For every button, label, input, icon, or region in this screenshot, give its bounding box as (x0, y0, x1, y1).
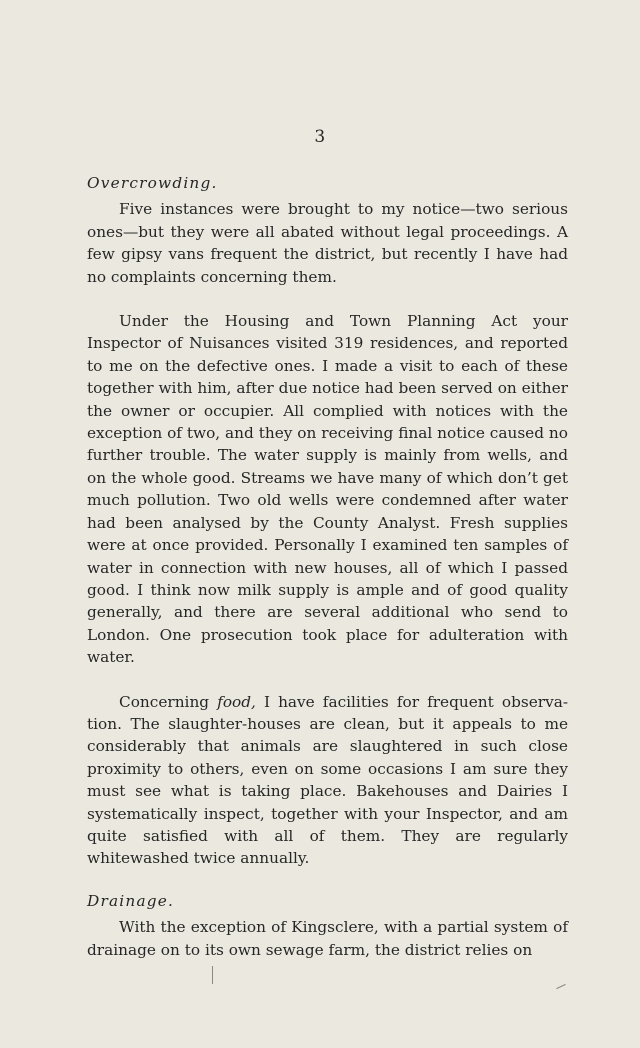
page-content (87, 172, 568, 961)
paragraph-spacer (87, 870, 568, 890)
food-intro-text: Concerning (119, 692, 218, 711)
food-emphasis-text: food, (217, 692, 256, 711)
section-heading-drainage: Drainage. (87, 891, 175, 910)
section-heading-overcrowding: Overcrowding. (87, 174, 218, 192)
paragraph-drainage: With the exception of Kingsclere, with a partial system of drainage on to its own sewage farm, the district relies on (87, 918, 568, 959)
scan-speck (556, 984, 565, 989)
food-body-text: I have facilities for frequent observa-tion. The slaughter-houses are clean, but it appeals to me considerably that animals are slaughtered in such close proximity to others, even on some occasions I am sure they must see what is taking place. Bakehouses and Dairies I systematically inspect, together with your Inspector, and am quite satisfied with all of them. They are regularly whitewashed twice annually. (87, 692, 569, 868)
page-number: 3 (314, 127, 326, 147)
paragraph-spacer (87, 288, 568, 310)
paragraph-housing: Under the Housing and Town Planning Act your Inspector of Nuisances visited 319 residences, and reported to me on the defective ones. I made a visit to each of these together with him, after due notice had been served on either the owner or occupier. All complied with notices with the exception of two, and they on receiving final notice caused no further trouble. The water supply is mainly from wells, and on the whole good. Streams we have many of which don’t get much pollution. Two old wells were condemned after water had been analysed by the County Analyst. Fresh supplies were at once provided. Personally I examined ten samples of water in connection with new houses, all of which I passed good. I think now milk supply is ample and of good quality generally, and there are several additional who send to London. One prosecution took place for adulteration with water. (87, 312, 568, 667)
paragraph-spacer (87, 669, 568, 691)
paragraph-overcrowding: Five instances were brought to my notice—two serious ones—but they were all abated without legal proceedings. A few gipsy vans frequent the district, but recently I have had no complaints concerning them. (87, 200, 568, 286)
scan-speck (212, 966, 213, 984)
paragraph-food (87, 691, 568, 870)
